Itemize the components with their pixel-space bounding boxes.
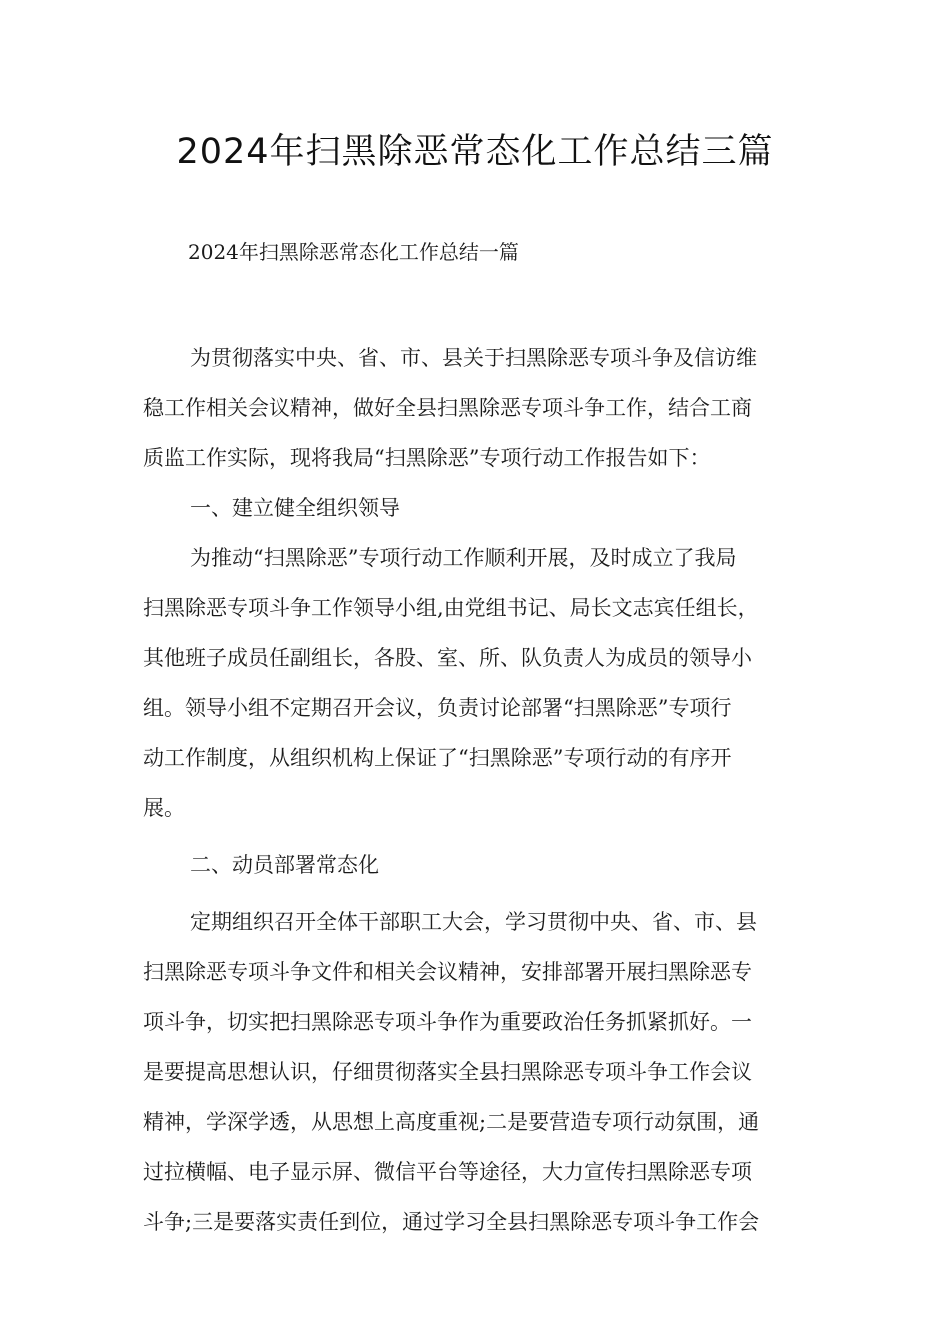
paragraph-line: 斗争;三是要落实责任到位，通过学习全县扫黑除恶专项斗争工作会 xyxy=(143,1210,760,1234)
paragraph-line: 稳工作相关会议精神，做好全县扫黑除恶专项斗争工作，结合工商 xyxy=(143,396,752,420)
paragraph-line: 扫黑除恶专项斗争工作领导小组,由党组书记、局长文志宾任组长， xyxy=(143,596,759,620)
paragraph-line: 是要提高思想认识，仔细贯彻落实全县扫黑除恶专项斗争工作会议 xyxy=(143,1060,752,1084)
document-title: 2024年扫黑除恶常态化工作总结三篇 xyxy=(176,132,774,172)
section-heading: 二、动员部署常态化 xyxy=(190,853,379,877)
paragraph-line: 其他班子成员任副组长，各股、室、所、队负责人为成员的领导小 xyxy=(143,646,752,670)
paragraph-line: 展。 xyxy=(143,796,185,820)
section-heading: 一、建立健全组织领导 xyxy=(190,496,400,520)
paragraph-line: 过拉横幅、电子显示屏、微信平台等途径，大力宣传扫黑除恶专项 xyxy=(143,1160,752,1184)
paragraph-line: 为推动“扫黑除恶”专项行动工作顺利开展，及时成立了我局 xyxy=(190,546,737,570)
paragraph-line: 组。领导小组不定期召开会议，负责讨论部署“扫黑除恶”专项行 xyxy=(143,696,732,720)
paragraph-line: 质监工作实际，现将我局“扫黑除恶”专项行动工作报告如下： xyxy=(143,446,711,470)
document-body xyxy=(143,333,807,1247)
document-subtitle: 2024年扫黑除恶常态化工作总结一篇 xyxy=(188,240,519,264)
paragraph-line: 项斗争，切实把扫黑除恶专项斗争作为重要政治任务抓紧抓好。一 xyxy=(143,1010,752,1034)
paragraph-line: 动工作制度，从组织机构上保证了“扫黑除恶”专项行动的有序开 xyxy=(143,746,732,770)
paragraph-line: 扫黑除恶专项斗争文件和相关会议精神，安排部署开展扫黑除恶专 xyxy=(143,960,752,984)
paragraph-line: 精神，学深学透，从思想上高度重视;二是要营造专项行动氛围，通 xyxy=(143,1110,760,1134)
paragraph-line: 为贯彻落实中央、省、市、县关于扫黑除恶专项斗争及信访维 xyxy=(190,346,757,370)
paragraph-line: 定期组织召开全体干部职工大会，学习贯彻中央、省、市、县 xyxy=(190,910,757,934)
